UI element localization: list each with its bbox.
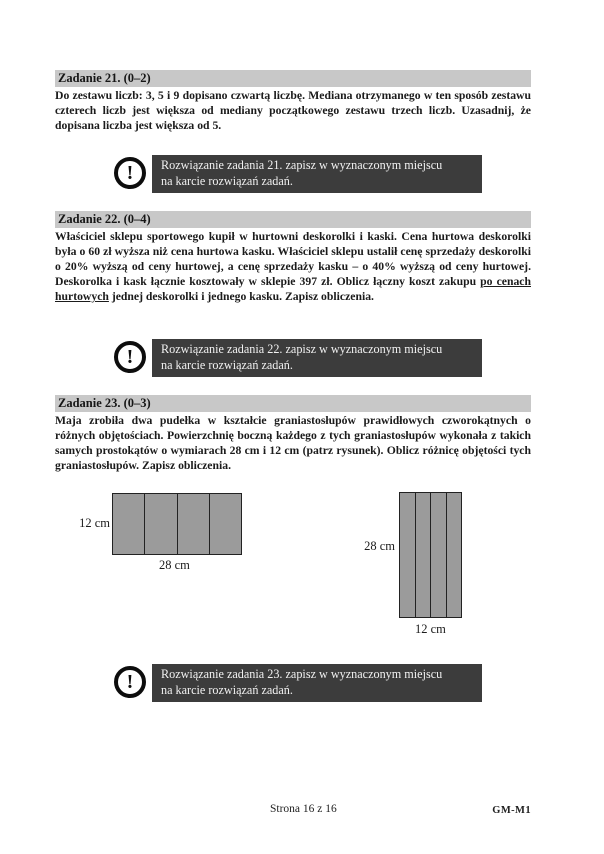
- task-22-body-text: Właściciel sklepu sportowego kupił w hurtowni deskorolki i kaski. Cena hurtowa deskorolki była o 60 zł wyższa niż cena hurtowa kasku. Właściciel sklepu ustalił cenę sprzedaży deskorolki o 20% wyższą od ceny hurtowej, a cenę sprzedaży kasku – o 40% wyższą od ceny hurtowej. Deskorolka i kask łącznie kosztowały w sklepie 397 zł. Oblicz łączny koszt zakupu: [55, 230, 531, 288]
- task-21-notice: [152, 155, 482, 193]
- task-21-heading: Zadanie 21. (0–2): [55, 70, 531, 87]
- left-figure-rectangle: [112, 493, 242, 555]
- exclamation-icon: !: [114, 157, 146, 189]
- task-23-heading: Zadanie 23. (0–3): [55, 395, 531, 412]
- task-23-body: [55, 413, 531, 473]
- right-figure-rectangle: [399, 492, 462, 618]
- panel-strip: [113, 494, 145, 554]
- panel-strip: [447, 493, 462, 617]
- task-22-notice: [152, 339, 482, 377]
- task-21-body-text: Do zestawu liczb: 3, 5 i 9 dopisano czwartą liczbę. Mediana otrzymanego w ten sposób zestawu czterech liczb jest większa od mediany początkowego zestawu trzech liczb. Uzasadnij, że dopisana liczba jest większa od 5.: [55, 89, 531, 132]
- task-23-figure: [55, 485, 531, 650]
- panel-strip: [400, 493, 416, 617]
- panel-strip: [431, 493, 447, 617]
- task-22-body-underlined: po cenach hurtowych: [55, 275, 531, 303]
- exam-code: GM-M1: [492, 805, 531, 816]
- task-23-notice-line1: Rozwiązanie zadania 23. zapisz w wyznaczonym miejscu: [161, 667, 443, 681]
- panel-strip: [178, 494, 210, 554]
- panel-strip: [145, 494, 177, 554]
- task-21-notice-line1: Rozwiązanie zadania 21. zapisz w wyznaczonym miejscu: [161, 158, 443, 172]
- task-22-notice-line2: na karcie rozwiązań zadań.: [161, 357, 293, 372]
- panel-strip: [416, 493, 432, 617]
- right-figure-width-label: 12 cm: [415, 622, 446, 636]
- left-figure-width-label: 28 cm: [159, 558, 190, 572]
- task-22-body-post: jednej deskorolki i jednego kasku. Zapisz obliczenia.: [108, 290, 374, 303]
- task-22-body: [55, 229, 531, 304]
- task-21-notice-line2: na karcie rozwiązań zadań.: [161, 173, 293, 188]
- exclamation-icon: !: [114, 666, 146, 698]
- task-22-notice-line1: Rozwiązanie zadania 22. zapisz w wyznaczonym miejscu: [161, 342, 443, 356]
- task-23-notice-line2: na karcie rozwiązań zadań.: [161, 682, 293, 697]
- task-21-body: [55, 88, 531, 133]
- task-23-body-text: Maja zrobiła dwa pudełka w kształcie graniastosłupów prawidłowych czworokątnych o różnych objętościach. Powierzchnię boczną każdego z tych graniastosłupów wykonała z takich samych prostokątów o wymiarach 28 cm i 12 cm (patrz rysunek). Oblicz różnicę objętości tych graniastosłupów. Zapisz obliczenia.: [55, 414, 531, 472]
- exclamation-icon: !: [114, 341, 146, 373]
- panel-strip: [210, 494, 241, 554]
- task-22-heading: Zadanie 22. (0–4): [55, 211, 531, 228]
- page-number: Strona 16 z 16: [270, 803, 337, 815]
- left-figure-height-label: 12 cm: [79, 516, 110, 530]
- right-figure-height-label: 28 cm: [364, 539, 395, 553]
- task-23-notice: [152, 664, 482, 702]
